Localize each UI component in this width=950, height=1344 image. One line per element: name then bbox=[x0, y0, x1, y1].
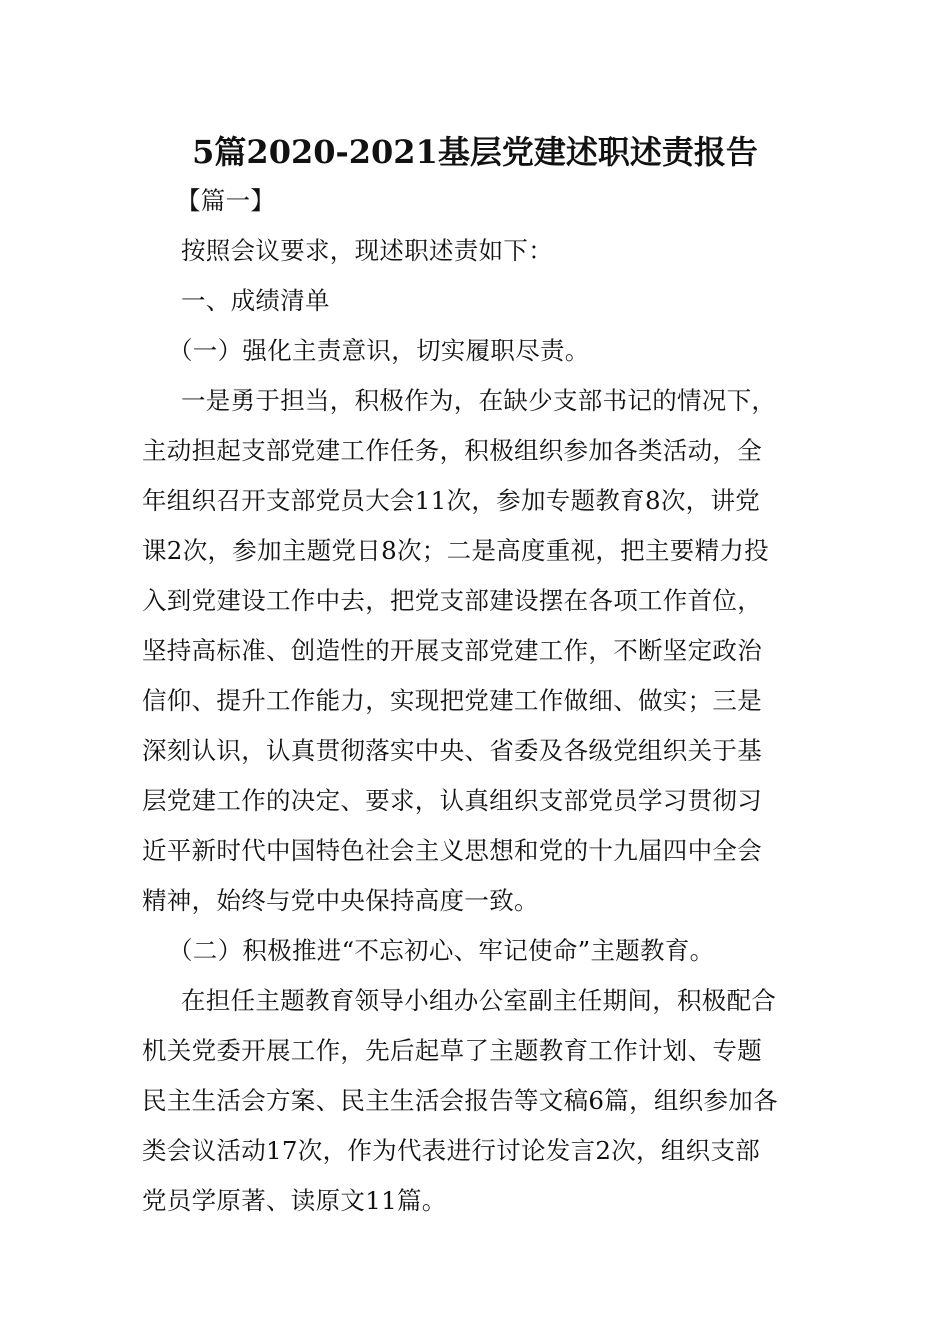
paragraph-line: 年组织召开支部党员大会11次，参加专题教育8次，讲党 bbox=[142, 486, 761, 515]
subsection-heading: （一）强化主责意识，切实履职尽责。 bbox=[168, 336, 590, 365]
paragraph-line: 深刻认识，认真贯彻落实中央、省委及各级党组织关于基 bbox=[142, 736, 762, 765]
paragraph-line: 一是勇于担当，积极作为，在缺少支部书记的情况下， bbox=[181, 386, 777, 415]
paragraph-line: 信仰、提升工作能力，实现把党建工作做细、做实；三是 bbox=[142, 686, 762, 715]
paragraph-line: 在担任主题教育领导小组办公室副主任期间，积极配合 bbox=[181, 986, 777, 1015]
paragraph-line: 课2次，参加主题党日8次；二是高度重视，把主要精力投 bbox=[142, 536, 769, 565]
document-title: 5篇2020-2021基层党建述职述责报告 bbox=[192, 133, 758, 171]
paragraph-line: 层党建工作的决定、要求，认真组织支部党员学习贯彻习 bbox=[142, 786, 762, 815]
subsection-heading: （二）积极推进“不忘初心、牢记使命”主题教育。 bbox=[168, 936, 715, 965]
section-label: 【篇一】 bbox=[176, 186, 276, 215]
paragraph-line: 机关党委开展工作，先后起草了主题教育工作计划、专题 bbox=[142, 1036, 762, 1065]
section-heading: 一、成绩清单 bbox=[181, 286, 330, 315]
paragraph-line: 近平新时代中国特色社会主义思想和党的十九届四中全会 bbox=[142, 836, 762, 865]
paragraph-line: 按照会议要求，现述职述责如下： bbox=[181, 236, 553, 265]
paragraph-line: 精神，始终与党中央保持高度一致。 bbox=[142, 886, 539, 915]
paragraph-line: 民主生活会方案、民主生活会报告等文稿6篇，组织参加各 bbox=[142, 1086, 778, 1115]
paragraph-line: 主动担起支部党建工作任务，积极组织参加各类活动，全 bbox=[142, 436, 762, 465]
paragraph-line: 类会议活动17次，作为代表进行讨论发言2次，组织支部 bbox=[142, 1136, 761, 1165]
paragraph-line: 入到党建设工作中去，把党支部建设摆在各项工作首位， bbox=[142, 586, 762, 615]
paragraph-line: 党员学原著、读原文11篇。 bbox=[142, 1186, 447, 1215]
paragraph-line: 坚持高标准、创造性的开展支部党建工作，不断坚定政治 bbox=[142, 636, 762, 665]
